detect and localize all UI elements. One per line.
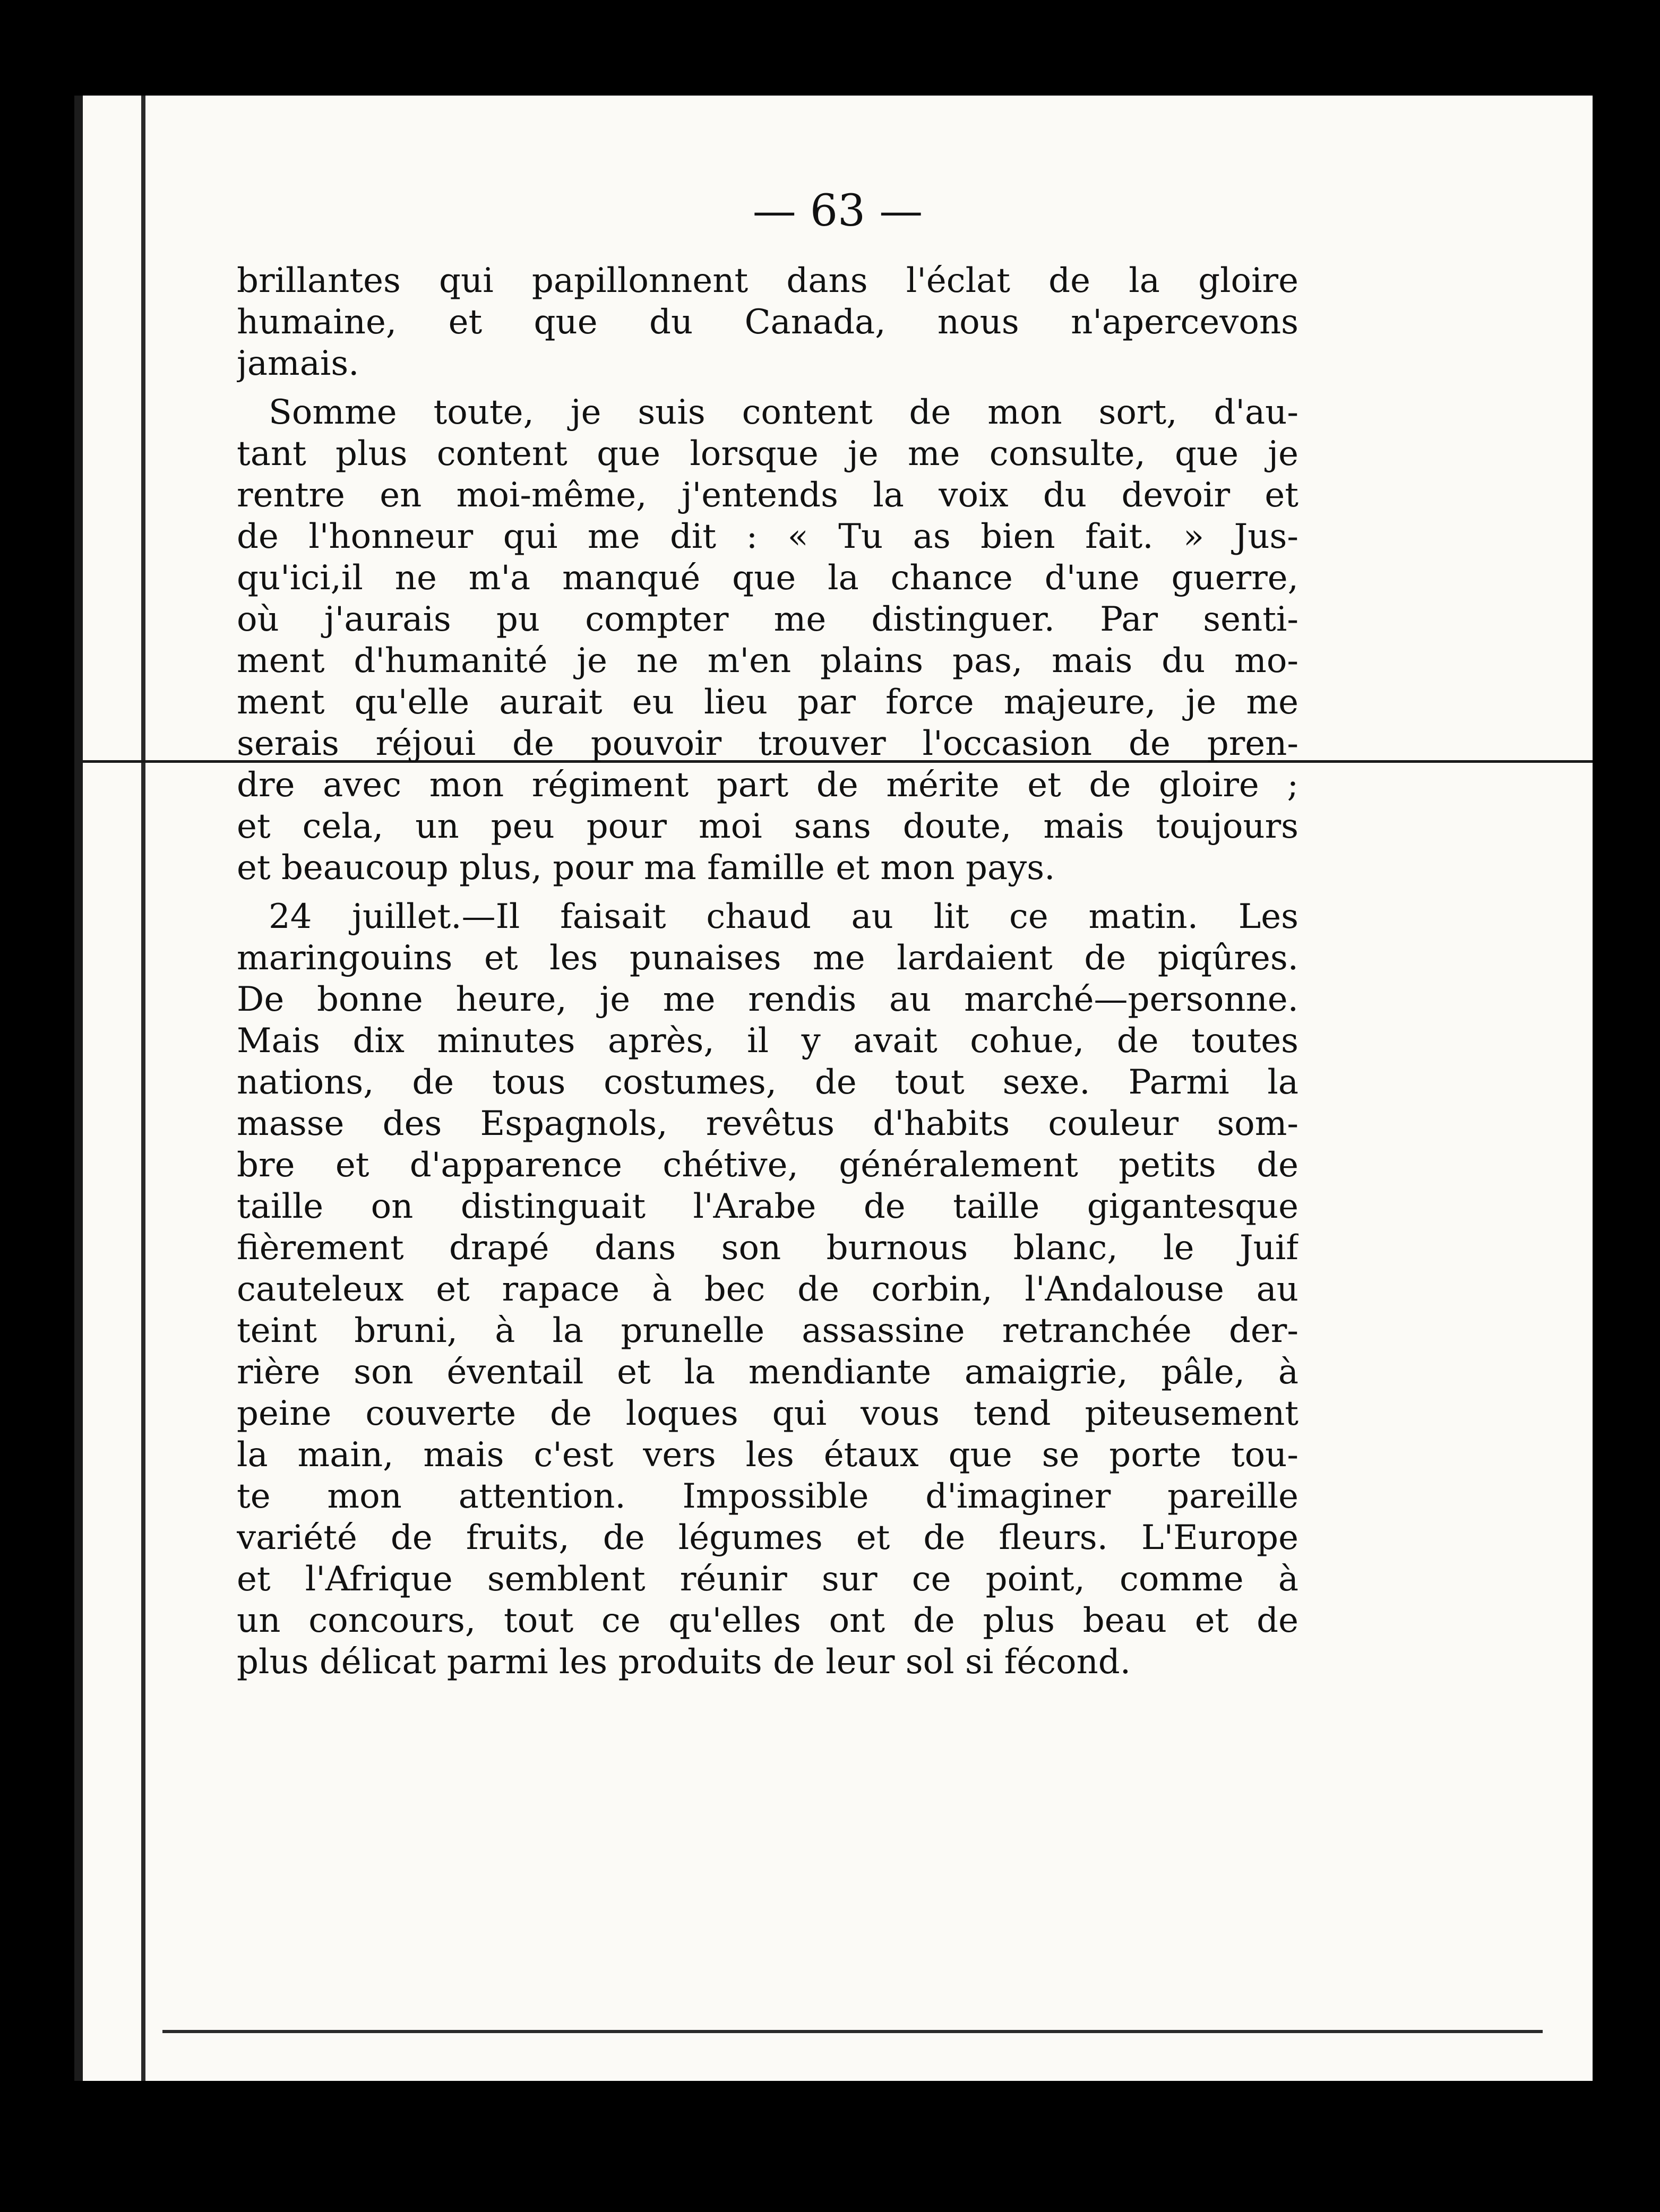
text-line: un concours, tout ce qu'elles ont de plus beau et de: [237, 1601, 1298, 1640]
text-line: dre avec mon régiment part de mérite et de gloire ;: [237, 765, 1298, 805]
page-bottom-rule: [162, 2030, 1543, 2033]
text-line: Mais dix minutes après, il y avait cohue, de toutes: [237, 1021, 1298, 1061]
text-line: serais réjoui de pouvoir trouver l'occasion de pren-: [237, 724, 1298, 763]
text-line: nations, de tous costumes, de tout sexe. Parmi la: [237, 1063, 1298, 1102]
text-line: Somme toute, je suis content de mon sort, d'au-: [269, 393, 1298, 432]
text-line: variété de fruits, de légumes et de fleurs. L'Europe: [237, 1518, 1298, 1557]
text-line: où j'aurais pu compter me distinguer. Par senti-: [237, 600, 1298, 639]
page-number: — 63 —: [752, 186, 923, 236]
text-line: tant plus content que lorsque je me consulte, que je: [237, 434, 1298, 474]
text-line: 24 juillet.—Il faisait chaud au lit ce matin. Les: [269, 897, 1298, 936]
text-line: jamais.: [237, 344, 359, 383]
text-line: et beaucoup plus, pour ma famille et mon pays.: [237, 848, 1055, 888]
text-line: rière son éventail et la mendiante amaigrie, pâle, à: [237, 1353, 1298, 1392]
text-line: De bonne heure, je me rendis au marché—personne.: [237, 980, 1298, 1019]
text-line: taille on distinguait l'Arabe de taille gigantesque: [237, 1187, 1298, 1226]
text-line: humaine, et que du Canada, nous n'apercevons: [237, 303, 1298, 342]
text-line: de l'honneur qui me dit : « Tu as bien fait. » Jus-: [237, 517, 1298, 556]
text-line: te mon attention. Impossible d'imaginer pareille: [237, 1477, 1298, 1516]
text-line: qu'ici,il ne m'a manqué que la chance d'une guerre,: [237, 558, 1298, 598]
page-body-text: [237, 260, 1298, 1683]
paragraph-gap: [237, 384, 1298, 392]
text-line: cauteleux et rapace à bec de corbin, l'Andalouse au: [237, 1270, 1298, 1309]
text-line: et cela, un peu pour moi sans doute, mais toujours: [237, 807, 1298, 846]
text-line: masse des Espagnols, revêtus d'habits couleur som-: [237, 1104, 1298, 1143]
text-line: maringouins et les punaises me lardaient de piqûres.: [237, 939, 1298, 978]
text-line: et l'Afrique semblent réunir sur ce point, comme à: [237, 1560, 1298, 1599]
text-line: bre et d'apparence chétive, généralement petits de: [237, 1146, 1298, 1185]
text-line: ment d'humanité je ne m'en plains pas, mais du mo-: [237, 641, 1298, 681]
book-page: [74, 96, 1593, 2081]
text-line: teint bruni, à la prunelle assassine retranchée der-: [237, 1311, 1298, 1350]
text-line: la main, mais c'est vers les étaux que se porte tou-: [237, 1435, 1298, 1475]
text-line: fièrement drapé dans son burnous blanc, le Juif: [237, 1228, 1298, 1268]
text-line: ment qu'elle aurait eu lieu par force majeure, je me: [237, 683, 1298, 722]
text-line: rentre en moi-même, j'entends la voix du devoir et: [237, 476, 1298, 515]
paragraph-gap: [237, 889, 1298, 896]
text-line: peine couverte de loques qui vous tend piteusement: [237, 1394, 1298, 1433]
text-line: plus délicat parmi les produits de leur sol si fécond.: [237, 1642, 1131, 1682]
text-line: brillantes qui papillonnent dans l'éclat de la gloire: [237, 261, 1298, 300]
page-binding-rule: [141, 96, 145, 2081]
